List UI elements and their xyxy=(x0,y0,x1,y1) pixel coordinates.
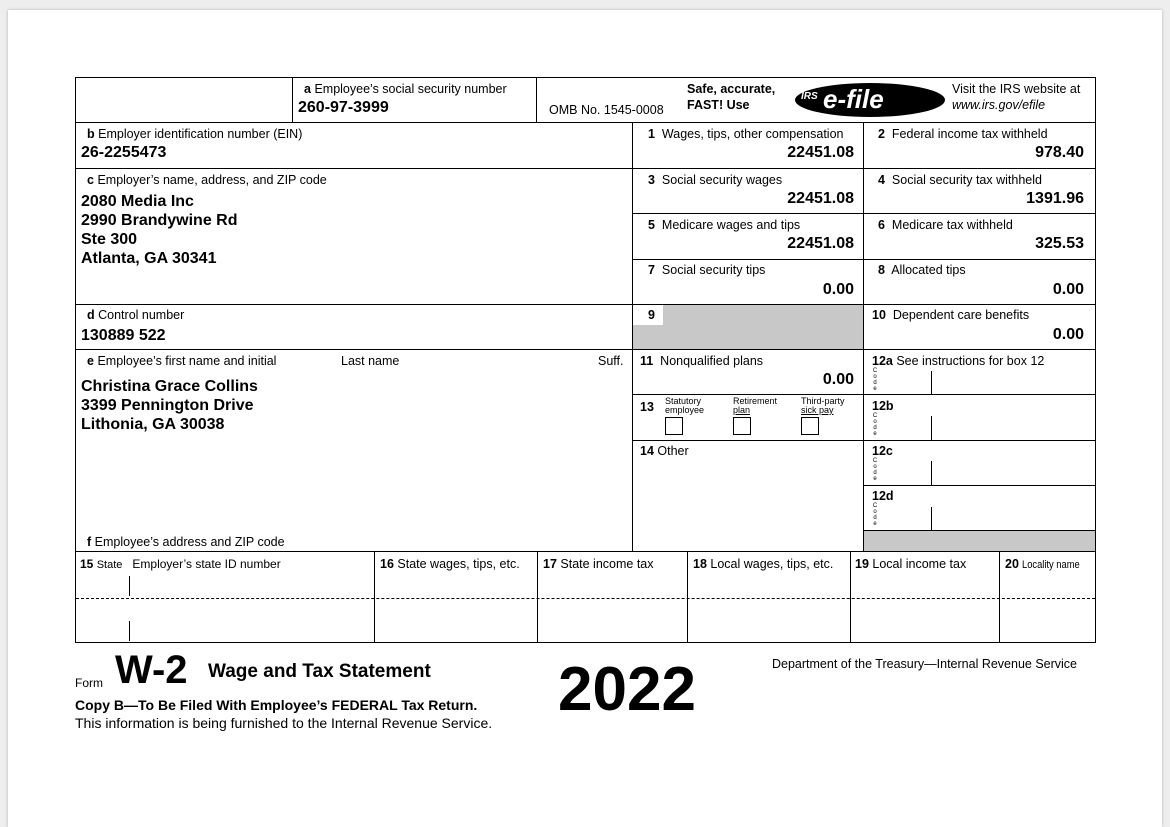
efile-text: e-file xyxy=(823,84,884,114)
box-c-label: c Employer’s name, address, and ZIP code xyxy=(87,173,327,187)
control-number: 130889 522 xyxy=(81,327,166,344)
divider xyxy=(863,485,1096,486)
employee-addr2: Lithonia, GA 30038 xyxy=(81,416,225,433)
code-divider xyxy=(931,416,932,440)
box-13-label: 13 xyxy=(640,400,654,414)
box-18-label: 18 Local wages, tips, etc. xyxy=(693,557,834,571)
furnished-text: This information is being furnished to the Internal Revenue Service. xyxy=(75,715,493,731)
employer-addr1: 2990 Brandywine Rd xyxy=(81,212,238,229)
box-11-label: 11 Nonqualified plans xyxy=(640,354,764,368)
divider xyxy=(632,394,1096,395)
statutory-label: Statutory employee xyxy=(665,396,705,415)
suffix-label: Suff. xyxy=(598,354,624,368)
divider xyxy=(75,349,632,350)
box-2-value: 978.40 xyxy=(1035,144,1084,161)
efile-logo xyxy=(795,83,945,117)
employer-addr3: Atlanta, GA 30341 xyxy=(81,250,217,267)
divider xyxy=(292,77,293,122)
divider xyxy=(632,440,1096,441)
box-8-label: 8 Allocated tips xyxy=(878,263,966,277)
last-name-label: Last name xyxy=(341,354,400,368)
retirement-plan-checkbox[interactable] xyxy=(733,417,751,435)
box-6-label: 6 Medicare tax withheld xyxy=(878,218,1013,232)
divider xyxy=(850,551,851,643)
frame-bottom xyxy=(75,642,1096,643)
visit-line2: www.irs.gov/efile xyxy=(952,98,1046,112)
box-1-value: 22451.08 xyxy=(787,144,854,161)
box-16-label: 16 State wages, tips, etc. xyxy=(380,557,520,571)
box-7-label: 7 Social security tips xyxy=(648,263,766,277)
box-4-label: 4 Social security tax withheld xyxy=(878,173,1042,187)
box-14-label: 14 Other xyxy=(640,444,689,458)
employer-name: 2080 Media Inc xyxy=(81,193,194,210)
third-party-label: Third-party sick pay xyxy=(801,396,845,415)
divider xyxy=(632,349,1096,350)
divider xyxy=(129,576,130,596)
divider xyxy=(632,213,1096,214)
ein-value: 26-2255473 xyxy=(81,144,167,161)
box-e-label: e Employee’s first name and initial xyxy=(87,354,277,368)
copy-b-text: Copy B—To Be Filed With Employee’s FEDERAL Tax Return. xyxy=(75,697,478,713)
box-12-shade xyxy=(864,531,1095,551)
divider xyxy=(537,551,538,643)
box-6-value: 325.53 xyxy=(1035,235,1084,252)
divider xyxy=(75,304,632,305)
code-12b: C o d e xyxy=(872,413,878,437)
employee-addr1: 3399 Pennington Drive xyxy=(81,397,254,414)
box-b-label: b Employer identification number (EIN) xyxy=(87,127,303,141)
box-17-label: 17 State income tax xyxy=(543,557,654,571)
divider xyxy=(632,168,1096,169)
box-12b-label: 12b xyxy=(872,399,894,413)
box-12c-label: 12c xyxy=(872,444,893,458)
box-9-shade xyxy=(633,305,863,349)
box-d-label: d Control number xyxy=(87,308,185,322)
treasury-dept: Department of the Treasury—Internal Revenue Service xyxy=(772,657,1078,671)
box-9-label: 9 xyxy=(648,308,655,322)
box-3-label: 3 Social security wages xyxy=(648,173,783,187)
visit-line1: Visit the IRS website at xyxy=(952,82,1081,96)
divider xyxy=(75,122,1096,123)
box-12a-label: 12a See instructions for box 12 xyxy=(872,354,1045,368)
frame-right xyxy=(1095,77,1096,643)
box-1-label: 1 Wages, tips, other compensation xyxy=(648,127,844,141)
code-12a: C o d e xyxy=(872,368,878,392)
divider xyxy=(863,122,864,552)
box-4-value: 1391.96 xyxy=(1026,190,1084,207)
divider xyxy=(999,551,1000,643)
code-divider xyxy=(931,371,932,394)
code-12d: C o d e xyxy=(872,503,878,527)
divider xyxy=(536,77,537,122)
employee-name: Christina Grace Collins xyxy=(81,378,258,395)
box-7-value: 0.00 xyxy=(822,281,854,298)
divider xyxy=(374,551,375,643)
divider xyxy=(129,621,130,641)
box-8-value: 0.00 xyxy=(1052,281,1084,298)
third-party-sick-pay-checkbox[interactable] xyxy=(801,417,819,435)
box-19-label: 19 Local income tax xyxy=(855,557,967,571)
box-15-label: 15 State Employer’s state ID number xyxy=(80,557,281,571)
safe-line1: Safe, accurate, xyxy=(687,82,776,96)
divider xyxy=(687,551,688,643)
omb-number: OMB No. 1545-0008 xyxy=(549,103,664,117)
box-10-label: 10 Dependent care benefits xyxy=(872,308,1030,322)
form-code: W-2 xyxy=(115,648,188,692)
retirement-label: Retirement plan xyxy=(733,396,778,415)
box-20-label: 20 Locality name xyxy=(1005,557,1080,571)
form-word: Form xyxy=(75,676,103,690)
code-divider xyxy=(931,461,932,485)
state-row-dash xyxy=(76,598,1095,599)
code-divider xyxy=(931,507,932,530)
divider xyxy=(75,551,1096,552)
box-2-label: 2 Federal income tax withheld xyxy=(878,127,1048,141)
tax-year: 2022 xyxy=(558,655,696,724)
frame-top xyxy=(75,77,1096,78)
code-12c: C o d e xyxy=(872,458,878,482)
safe-line2: FAST! Use xyxy=(687,98,750,112)
box-3-value: 22451.08 xyxy=(787,190,854,207)
w2-page xyxy=(8,10,1162,827)
box-12d-label: 12d xyxy=(872,489,894,503)
frame-left xyxy=(75,77,76,643)
ssn-value: 260-97-3999 xyxy=(298,99,389,116)
efile-irs-text: IRS xyxy=(801,91,818,102)
divider xyxy=(632,259,1096,260)
box-11-value: 0.00 xyxy=(822,371,854,388)
statutory-employee-checkbox[interactable] xyxy=(665,417,683,435)
box-10-value: 0.00 xyxy=(1052,326,1084,343)
box-5-label: 5 Medicare wages and tips xyxy=(648,218,801,232)
employer-addr2: Ste 300 xyxy=(81,231,138,248)
box-a-label: a Employee’s social security number xyxy=(304,82,507,96)
box-5-value: 22451.08 xyxy=(787,235,854,252)
divider xyxy=(75,168,632,169)
box-f-label: f Employee’s address and ZIP code xyxy=(87,535,285,549)
form-title: Wage and Tax Statement xyxy=(208,661,431,682)
